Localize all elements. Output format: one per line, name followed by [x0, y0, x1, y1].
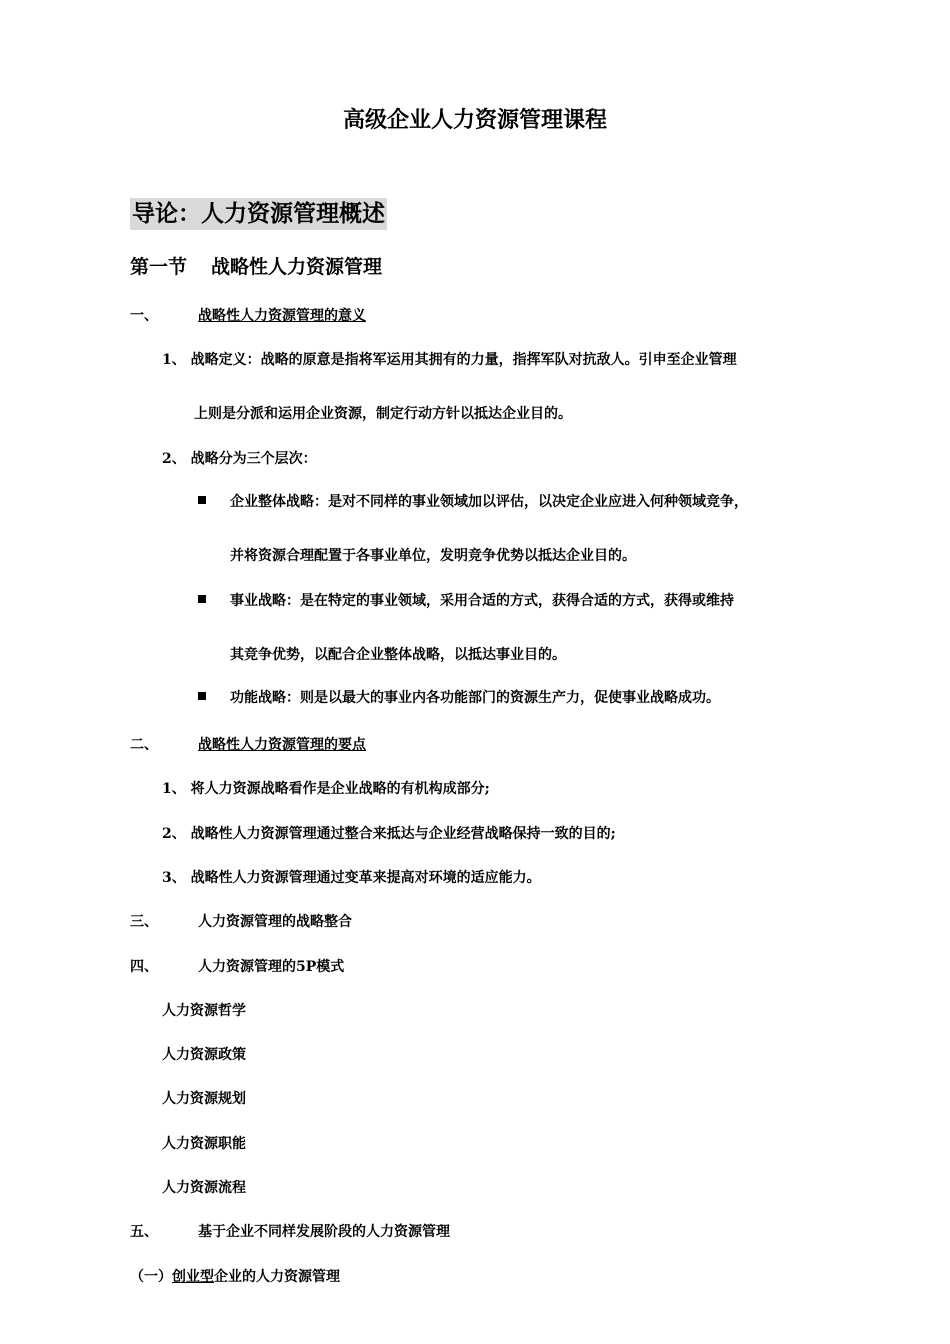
document-title: 高级企业人力资源管理课程 [342, 108, 607, 133]
part1-item1-line2: 上则是分派和运用企业资源，制定行动方针以抵达企业目的。 [194, 406, 572, 422]
part5-heading [130, 1222, 450, 1242]
part1-title: 战略性人力资源管理的意义 [198, 308, 366, 324]
5p-item-process: 人力资源流程 [162, 1180, 246, 1196]
bullet1-line2: 并将资源合理配置于各事业单位，发明竞争优势以抵达企业目的。 [230, 548, 636, 564]
part2-item3: 3、 战略性人力资源管理通过变革来提高对环境的适应能力。 [162, 870, 541, 886]
part3-heading [130, 912, 352, 932]
part4-number: 四、 [130, 959, 158, 975]
bullet2-line1: 事业战略：是在特定的事业领域，采用合适的方式，获得合适的方式，获得或维持 [230, 593, 734, 609]
sub1-rest: 企业的人力资源管理 [214, 1269, 340, 1285]
part3-number: 三、 [130, 914, 158, 930]
section-title: 战略性人力资源管理 [211, 256, 383, 278]
bullet1-line1: 企业整体战略：是对不同样的事业领域加以评估，以决定企业应进入何种领域竞争， [230, 494, 748, 510]
part5-number: 五、 [130, 1224, 158, 1240]
sub1-prefix: （一） [130, 1269, 172, 1285]
bullet2-line2: 其竞争优势，以配合企业整体战略，以抵达事业目的。 [230, 647, 566, 663]
sub1-underlined: 创业型 [172, 1269, 214, 1285]
square-bullet-icon [198, 595, 206, 603]
part4-title: 人力资源管理的5P模式 [198, 959, 345, 975]
part1-item2: 2、 战略分为三个层次： [162, 451, 317, 467]
part4-heading [130, 957, 344, 977]
part1-number: 一、 [130, 308, 158, 324]
square-bullet-icon [198, 692, 206, 700]
section-heading [130, 253, 382, 281]
section-number: 第一节 [130, 256, 188, 278]
bullet3-line1: 功能战略：则是以最大的事业内各功能部门的资源生产力，促使事业战略成功。 [230, 690, 720, 706]
5p-item-function: 人力资源职能 [162, 1136, 246, 1152]
part5-title: 基于企业不同样发展阶段的人力资源管理 [198, 1224, 450, 1240]
part5-subheading-1 [130, 1267, 340, 1287]
square-bullet-icon [198, 496, 206, 504]
part1-heading [130, 306, 366, 326]
part2-number: 二、 [130, 737, 158, 753]
part2-item1: 1、 将人力资源战略看作是企业战略的有机构成部分; [162, 781, 490, 797]
part1-item1-line1: 1、 战略定义：战略的原意是指将军运用其拥有的力量，指挥军队对抗敌人。引申至企业管理 [162, 352, 737, 368]
chapter-title: 导论：人力资源管理概述 [130, 198, 387, 230]
part2-item2: 2、 战略性人力资源管理通过整合来抵达与企业经营战略保持一致的目的; [162, 826, 616, 842]
part2-heading [130, 735, 366, 755]
5p-item-policy: 人力资源政策 [162, 1047, 246, 1063]
5p-item-philosophy: 人力资源哲学 [162, 1003, 246, 1019]
part3-title: 人力资源管理的战略整合 [198, 914, 352, 930]
part2-title: 战略性人力资源管理的要点 [198, 737, 366, 753]
5p-item-planning: 人力资源规划 [162, 1091, 246, 1107]
